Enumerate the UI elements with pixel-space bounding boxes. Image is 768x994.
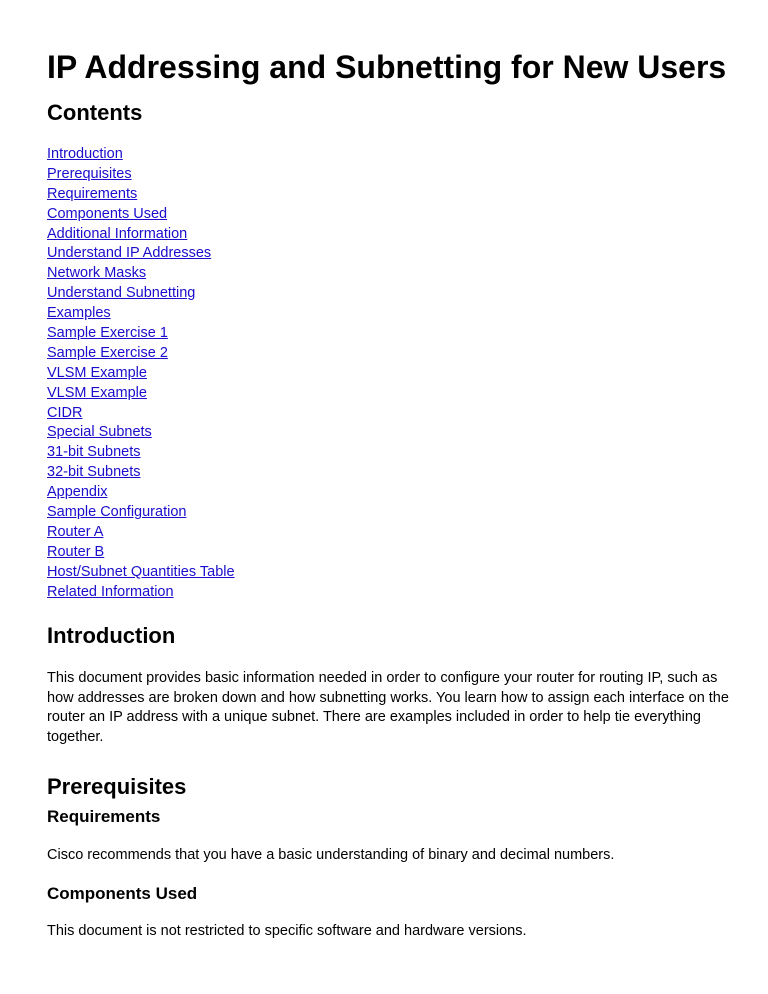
- toc-link-router-a[interactable]: Router A: [47, 523, 104, 540]
- toc-link-host-subnet-quantities-table[interactable]: Host/Subnet Quantities Table: [47, 563, 235, 580]
- toc-item: [47, 423, 235, 443]
- toc-link-components-used[interactable]: Components Used: [47, 205, 168, 222]
- toc-link-network-masks[interactable]: Network Masks: [47, 265, 147, 282]
- toc-link-requirements[interactable]: Requirements: [47, 185, 138, 202]
- toc-item: [47, 244, 235, 264]
- toc-item: [47, 543, 235, 563]
- toc-link-examples[interactable]: Examples: [47, 305, 111, 322]
- toc-item: [47, 384, 235, 404]
- toc-link-sample-configuration[interactable]: Sample Configuration: [47, 504, 187, 521]
- toc-item: [47, 264, 235, 284]
- components-used-heading: Components Used: [47, 884, 198, 903]
- toc-item: [47, 463, 235, 483]
- toc-item: [47, 165, 235, 185]
- toc-item: [47, 483, 235, 503]
- toc-link-prerequisites[interactable]: Prerequisites: [47, 165, 132, 182]
- toc-link-appendix[interactable]: Appendix: [47, 484, 108, 501]
- toc-link-31-bit-subnets[interactable]: 31-bit Subnets: [47, 444, 141, 461]
- toc-item: [47, 284, 235, 304]
- toc-item: [47, 364, 235, 384]
- toc-link-sample-exercise-2[interactable]: Sample Exercise 2: [47, 344, 168, 361]
- requirements-heading: Requirements: [47, 807, 161, 826]
- toc-item: [47, 324, 235, 344]
- introduction-heading: Introduction: [47, 623, 176, 648]
- toc-link-additional-information[interactable]: Additional Information: [47, 225, 188, 242]
- requirements-paragraph: Cisco recommends that you have a basic understanding of binary and decimal numbers.: [47, 847, 615, 863]
- toc-link-special-subnets[interactable]: Special Subnets: [47, 424, 152, 441]
- toc-item: [47, 503, 235, 523]
- toc-link-32-bit-subnets[interactable]: 32-bit Subnets: [47, 464, 141, 481]
- document-title: IP Addressing and Subnetting for New Users: [47, 49, 727, 85]
- toc-item: [47, 304, 235, 324]
- toc-item: [47, 404, 235, 424]
- toc-item: [47, 563, 235, 583]
- toc-item: [47, 344, 235, 364]
- table-of-contents: [47, 145, 235, 602]
- toc-link-router-b[interactable]: Router B: [47, 543, 105, 560]
- toc-item: [47, 523, 235, 543]
- toc-link-introduction[interactable]: Introduction: [47, 146, 123, 162]
- introduction-paragraph: This document provides basic information needed in order to configure your router for routing IP, such as how addresses are broken down and how subnetting works. You learn how to assign each interface on the router an IP address with a unique subnet. There are examples included in order to help tie everything together.: [47, 670, 729, 745]
- toc-link-understand-ip-addresses[interactable]: Understand IP Addresses: [47, 245, 212, 262]
- toc-item: [47, 583, 235, 603]
- toc-link-sample-exercise-1[interactable]: Sample Exercise 1: [47, 325, 168, 342]
- toc-link-vlsm-example[interactable]: VLSM Example: [47, 364, 147, 381]
- toc-link-related-information[interactable]: Related Information: [47, 583, 174, 600]
- toc-item: [47, 205, 235, 225]
- toc-item: [47, 145, 235, 165]
- toc-link-vlsm-example-2[interactable]: VLSM Example: [47, 384, 147, 401]
- toc-item: [47, 185, 235, 205]
- toc-item: [47, 225, 235, 245]
- toc-link-cidr[interactable]: CIDR: [47, 404, 83, 421]
- components-used-paragraph: This document is not restricted to specific software and hardware versions.: [47, 923, 527, 939]
- contents-heading: Contents: [47, 100, 143, 125]
- prerequisites-heading: Prerequisites: [47, 774, 187, 799]
- toc-item: [47, 443, 235, 463]
- toc-link-understand-subnetting[interactable]: Understand Subnetting: [47, 285, 196, 302]
